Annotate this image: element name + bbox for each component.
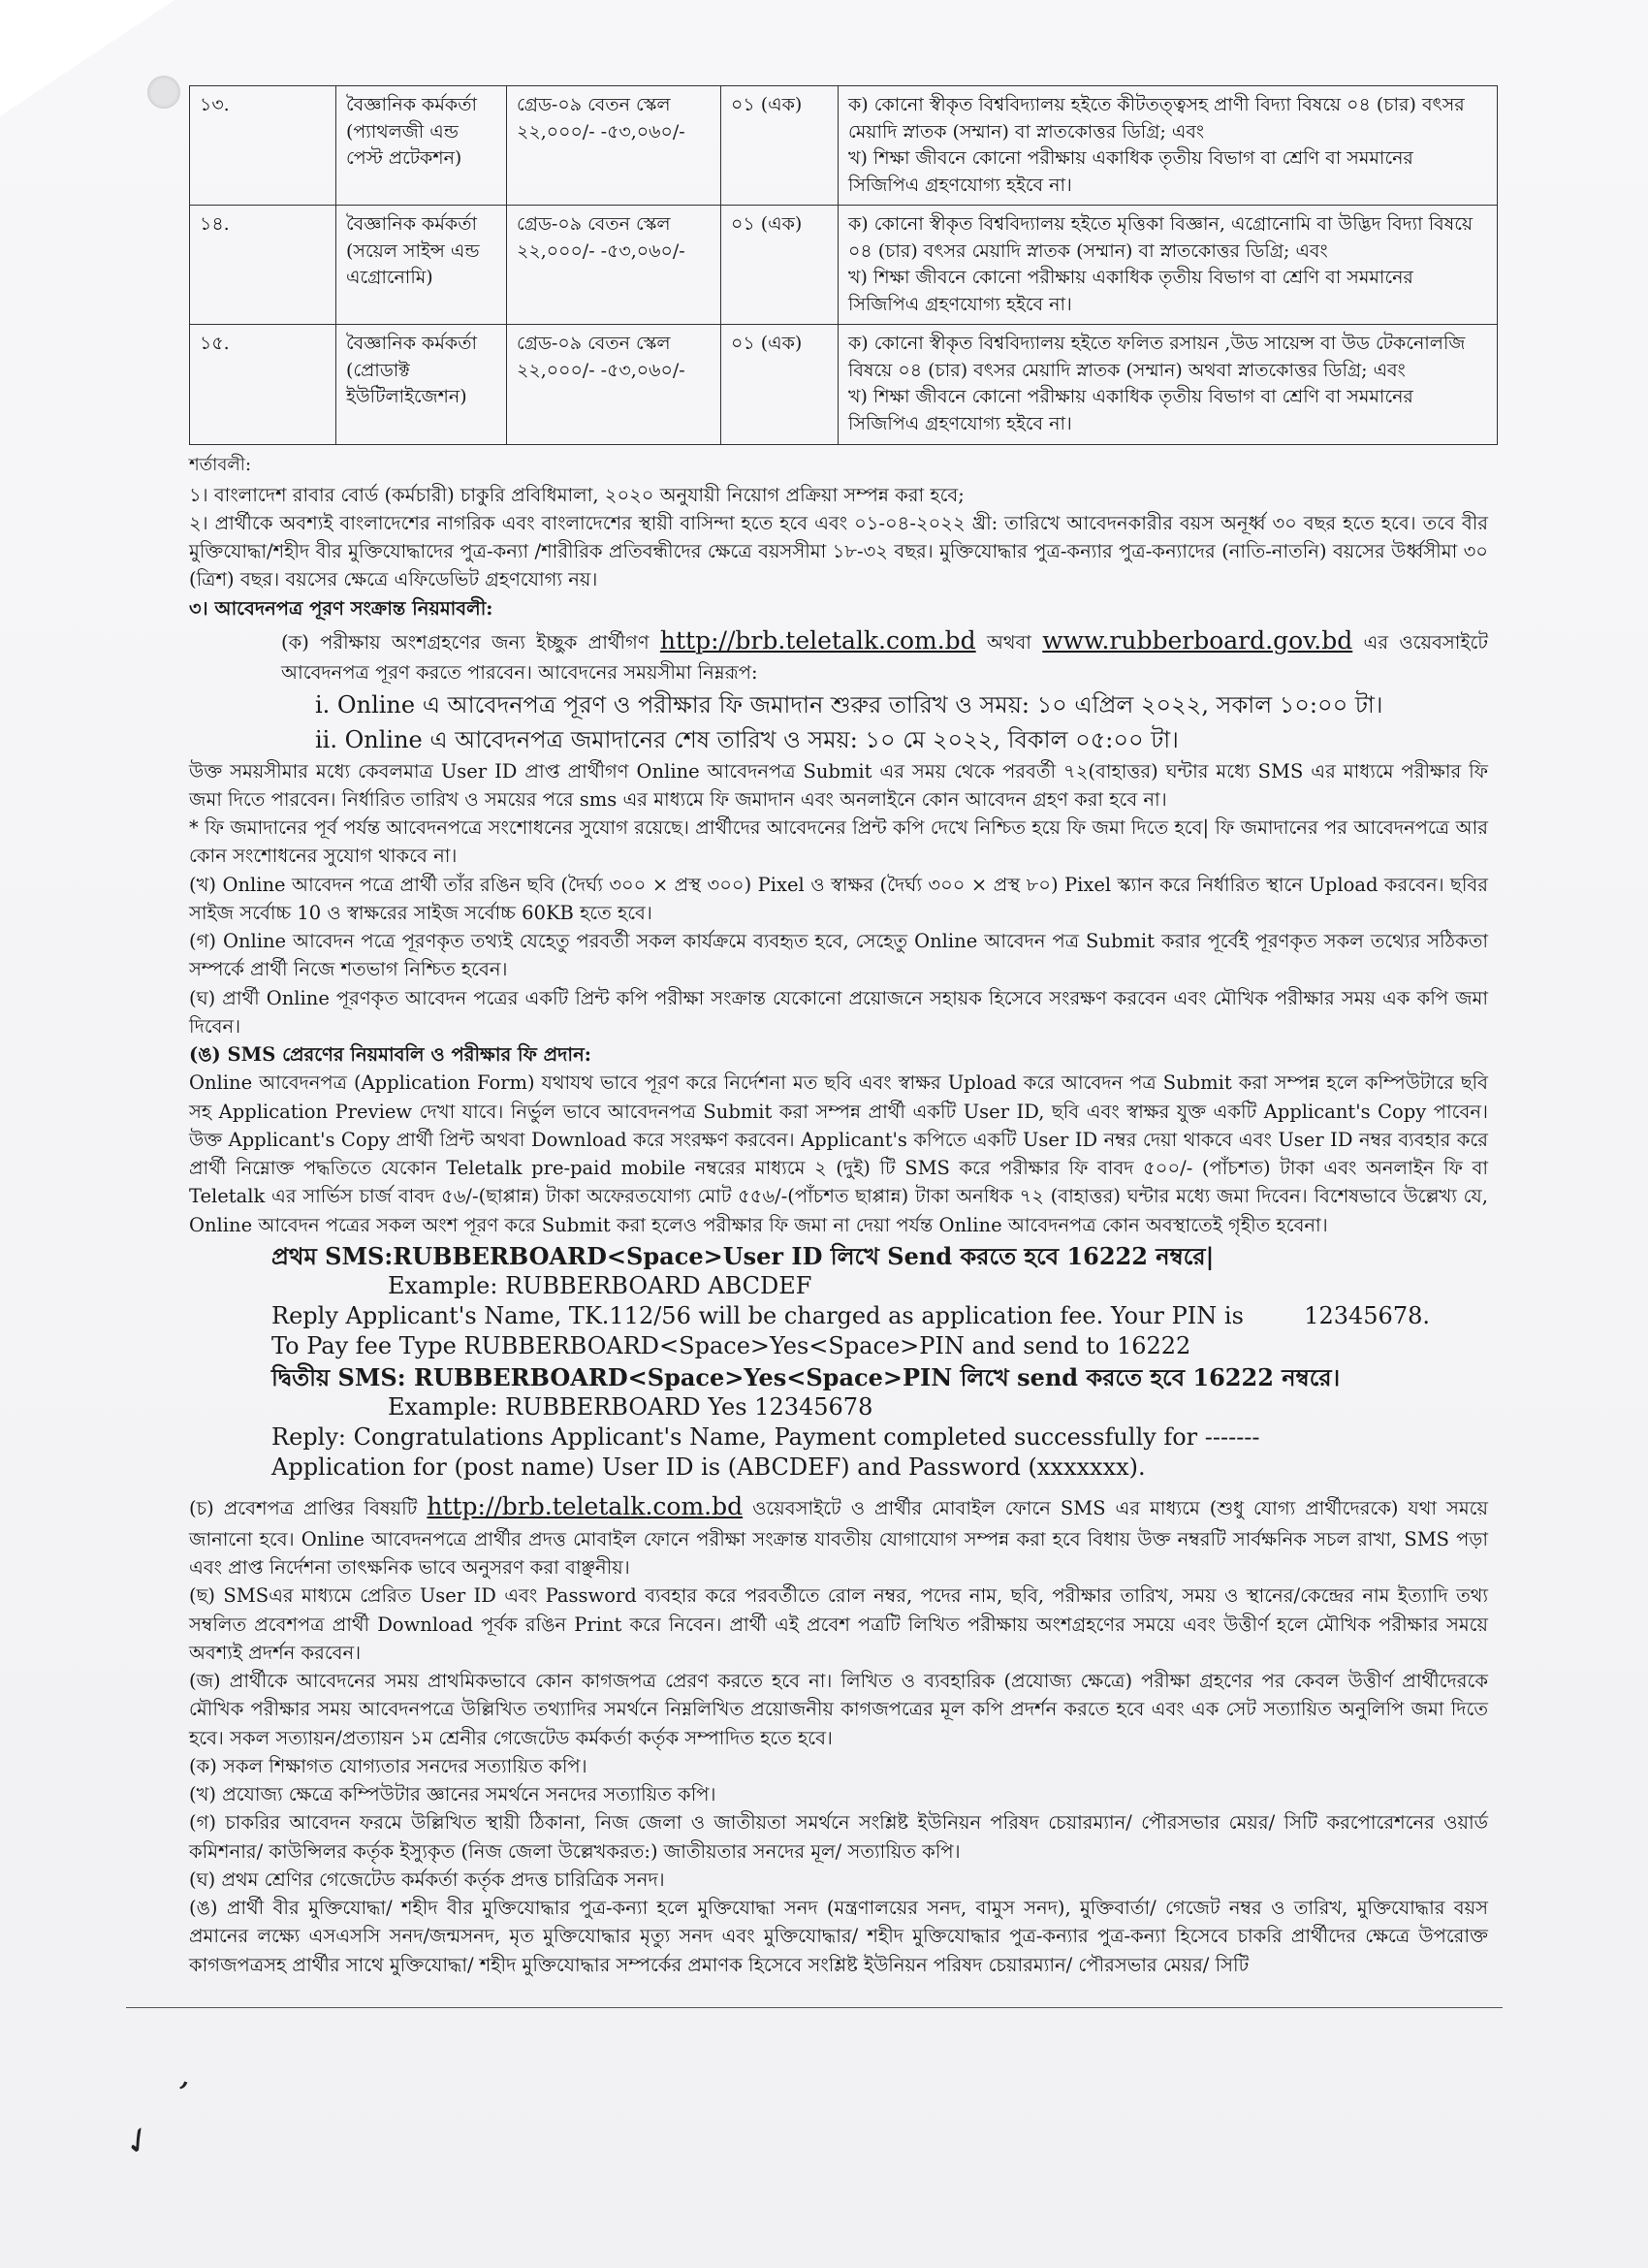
pen-mark: ’ (168, 2074, 193, 2116)
first-reply-text: Reply Applicant's Name, TK.112/56 will be charged as application fee. Your PIN is (271, 1302, 1244, 1330)
admit-item-cha (189, 1488, 1488, 1581)
apply-item-ka (189, 623, 1488, 687)
serial-cell: ১৩. (190, 86, 336, 206)
second-sms-reply: Reply: Congratulations Applicant's Name, Payment completed successfully for ------- (271, 1422, 1260, 1451)
table-row (190, 206, 1498, 325)
condition-2: ২। প্রার্থীকে অবশ্যই বাংলাদেশের নাগরিক এবং বাংলাদেশের স্থায়ী বাসিন্দা হতে হবে এবং ০১-০৪-২০২২ খ্রী: তারিখে আবেদনকারীর বয়স অনূর্ধ্ব ৩০ বছর হতে হবে। তবে বীর মুক্তিযোদ্ধা/শহীদ বীর মুক্তিযোদ্ধাদের পুত্র-কন্যা /শারীরিক প্রতিবন্ধীদের ক্ষেত্রে বয়সসীমা ১৮-৩২ বছর। মুক্তিযোদ্ধার পুত্র-কন্যার পুত্র-কন্যাদের (নাতি-নাতনি) বয়সের উর্ধ্বসীমা ৩০ (ত্রিশ) বছর। বয়সের ক্ষেত্রে এফিডেভিট গ্রহণযোগ্য নয়। (189, 511, 1488, 591)
serial-cell: ১৪. (190, 206, 336, 325)
document-item-uma: (ঙ) প্রার্থী বীর মুক্তিযোদ্ধা/ শহীদ বীর মুক্তিযোদ্ধার পুত্র-কন্যা হলে মুক্তিযোদ্ধা সনদ (মন্ত্রণালয়ের সনদ, বামুস সনদ), মুক্তিবার্তা/ গেজেট নম্বর ও তারিখ, মুক্তিযোদ্ধার বয়স প্রমানের লক্ষ্যে এসএসসি সনদ/জন্মসনদ, মৃত মুক্তিযোদ্ধার মৃত্যু সনদ এবং মুক্তিযোদ্ধার/ শহীদ মুক্তিযোদ্ধার পুত্র-কন্যার পুত্র-কন্যা হিসেবে চাকরি প্রার্থীদের ক্ষেত্রে উপরোক্ত কাগজপত্রসহ প্রার্থীর সাথে মুক্তিযোদ্ধা/ শহীদ মুক্তিযোদ্ধার সম্পর্কের প্রমাণক হিসেবে সংশ্লিষ্ট ইউনিয়ন পরিষদ চেয়ারম্যান/ পৌরসভার মেয়র/ সিটি (189, 1897, 1488, 1976)
teletalk-link[interactable]: http://brb.teletalk.com.bd (659, 625, 976, 655)
admit-teletalk-link[interactable]: http://brb.teletalk.com.bd (427, 1492, 744, 1521)
sms-rules-body: Online আবেদনপত্র (Application Form) যথাযথ ভাবে পূরণ করে নির্দেশনা মত ছবি এবং স্বাক্ষর Upload করে আবেদন পত্র Submit করা সম্পন্ন হলে কম্পিউটারে ছবি সহ Application Preview দেখা যাবে। নির্ভুল ভাবে আবেদনপত্র Submit করা সম্পন্ন প্রার্থী একটি User ID, ছবি এবং স্বাক্ষর যুক্ত একটি Applicant's Copy পাবেন। উক্ত Applicant's Copy প্রার্থী প্রিন্ট অথবা Download করে সংরক্ষণ করবেন। Applicant's কপিতে একটি User ID নম্বর দেয়া থাকবে এবং User ID নম্বর ব্যবহার করে প্রার্থী নিম্নোক্ত পদ্ধতিতে যেকোন Teletalk pre-paid mobile নম্বরের মাধ্যমে ২ (দুই) টি SMS করে পরীক্ষার ফি বাবদ ৫০০/- (পাঁচশত) টাকা এবং অনলাইন ফি বা Teletalk এর সার্ভিস চার্জ বাবদ ৫৬/-(ছাপ্পান্ন) টাকা অফেরতযোগ্য মোট ৫৫৬/-(পাঁচশত ছাপ্পান্ন) টাকা অনধিক ৭২ (বাহাত্তর) ঘন্টার মধ্যে জমা দিবেন। বিশেষভাবে উল্লেখ্য যে, Online আবেদন পত্রের সকল অংশ পূরণ করে Submit করা হলেও পরীক্ষার ফি জমা না দেয়া পর্যন্ত Online আবেদনপত্র কোন অবস্থাতেই গৃহীত হবেনা। (189, 1071, 1488, 1236)
grade-cell: গ্রেড-০৯ বেতন স্কেল ২২,০০০/- -৫৩,০৬০/- (507, 206, 721, 325)
grade-cell: গ্রেড-০৯ বেতন স্কেল ২২,০০০/- -৫৩,০৬০/- (507, 325, 721, 444)
qualification-cell (839, 86, 1498, 206)
footer-rule (126, 2007, 1503, 2008)
punch-hole (147, 76, 180, 109)
start-date-line: i. Online এ আবেদনপত্র পূরণ ও পরীক্ষার ফি জমাদান শুরুর তারিখ ও সময়: ১০ এপ্রিল ২০২২, সকাল ১০:০০ টা। (315, 690, 1383, 719)
qualification-a: ক) কোনো স্বীকৃত বিশ্ববিদ্যালয় হইতে কীটতত্ত্বসহ প্রাণী বিদ্যা বিষয়ে ০৪ (চার) বৎসর মেয়াদি স্নাতক (সম্মান) বা স্নাতকোত্তর ডিগ্রি; এবং (848, 94, 1465, 143)
second-sms-example: Example: RUBBERBOARD Yes 12345678 (388, 1392, 873, 1421)
post-name-cell: বৈজ্ঞানিক কর্মকর্তা (সয়েল সাইন্স এন্ড এগ্রোনোমি) (336, 206, 507, 325)
correction-note: * ফি জমাদানের পূর্ব পর্যন্ত আবেদনপত্রে সংশোধনের সুযোগ রয়েছে। প্রার্থীদের আবেদনের প্রিন্ট কপি দেখে নিশ্চিত হয়ে ফি জমা দিতে হবে| ফি জমাদানের পর আবেদনপত্রে আর কোন সংশোধনের সুযোগ থাকবে না। (189, 816, 1488, 868)
apply-ka-intro: (ক) পরীক্ষায় অংশগ্রহণের জন্য ইচ্ছুক প্রার্থীগণ (281, 630, 650, 654)
qualification-a: ক) কোনো স্বীকৃত বিশ্ববিদ্যালয় হইতে মৃত্তিকা বিজ্ঞান, এগ্রোনোমি বা উদ্ভিদ বিদ্যা বিষয়ে ০৪ (চার) বৎসর মেয়াদি স্নাতক (সম্মান) বা স্নাতকোত্তর ডিগ্রি; এবং (848, 213, 1474, 262)
first-sms: প্রথম SMS:RUBBERBOARD<Space>User ID লিখে Send করতে হবে 16222 নম্বরে| (271, 1241, 1215, 1270)
apply-ka-rest: এর ওয়েবসাইটে আবেদনপত্র পূরণ করতে পারবেন। আবেদনের সময়সীমা নিম্নরূপ: (281, 630, 1489, 685)
serial-cell: ১৫. (190, 325, 336, 444)
condition-3-heading: ৩। আবেদনপত্র পূরণ সংক্রান্ত নিয়মাবলী: (189, 596, 493, 620)
end-date-line: ii. Online এ আবেদনপত্র জমাদানের শেষ তারিখ ও সময়: ১০ মে ২০২২, বিকাল ০৫:০০ টা। (315, 725, 1179, 753)
document-item-kha: (খ) প্রযোজ্য ক্ষেত্রে কম্পিউটার জ্ঞানের সমর্থনে সনদের সত্যায়িত কপি। (189, 1783, 716, 1806)
sms-instructions (271, 1241, 1488, 1484)
tick-mark: ✓ (115, 2117, 162, 2166)
second-sms-reply-cont: Application for (post name) User ID is (ABCDEF) and Password (xxxxxxx). (271, 1453, 1146, 1482)
document-item-ga: (গ) চাকরির আবেদন ফরমে উল্লিখিত স্থায়ী ঠিকানা, নিজ জেলা ও জাতীয়তা সমর্থনে সংশ্লিষ্ট ইউনিয়ন পরিষদ চেয়ারম্যান/ পৌরসভার মেয়র/ সিটি করপোরেশনের ওয়ার্ড কমিশনার/ কাউন্সিলর কর্তৃক ইস্যুকৃত (নিজ জেলা উল্লেখকরত:) জাতীয়তার সনদের মূল/ সত্যায়িত কপি। (189, 1811, 1488, 1863)
apply-item-kha: (খ) Online আবেদন পত্রে প্রার্থী তাঁর রঙিন ছবি (দৈর্ঘ্য ৩০০ × প্রস্থ ৩০০) Pixel ও স্বাক্ষর (দৈর্ঘ্য ৩০০ × প্রস্থ ৮০) Pixel স্ক্যান করে নির্ধারিত স্থানে Upload করবেন। ছবির সাইজ সর্বোচ্চ 10 ও স্বাক্ষরের সাইজ সর্বোচ্চ 60KB হতে হবে। (189, 873, 1488, 924)
admit-cha-rest: ওয়েবসাইটে ও প্রার্থীর মোবাইল ফোনে SMS এর মাধ্যমে (শুধু যোগ্য প্রার্থীদেরকে) যথা সময়ে জানানো হবে। Online আবেদনপত্রে প্রার্থীর প্রদত্ত মোবাইল ফোনে পরীক্ষা সংক্রান্ত যাবতীয় যোগাযোগ সম্পন্ন করা হবে বিধায় উক্ত নম্বরটি সার্বক্ষনিক সচল রাখা, SMS পড়া এবং প্রাপ্ত নির্দেশনা তাৎক্ষনিক ভাবে অনুসরণ করা বাঞ্ছনীয়। (189, 1497, 1488, 1580)
vacancy-count-cell: ০১ (এক) (721, 86, 839, 206)
vacancy-count-cell: ০১ (এক) (721, 325, 839, 444)
pin-value: 12345678. (1304, 1302, 1430, 1330)
admit-cha-intro: (চ) প্রবেশপত্র প্রাপ্তির বিষয়টি (189, 1497, 418, 1520)
document-item-gha: (ঘ) প্রথম শ্রেণির গেজেটেড কর্মকর্তা কর্তৃক প্রদত্ত চারিত্রিক সনদ। (189, 1868, 665, 1891)
grade-cell: গ্রেড-০৯ বেতন স্কেল ২২,০০০/- -৫৩,০৬০/- (507, 86, 721, 206)
condition-1: ১। বাংলাদেশ রাবার বোর্ড (কর্মচারী) চাকুরি প্রবিধিমালা, ২০২০ অনুযায়ী নিয়োগ প্রক্রিয়া সম্পন্ন করা হবে; (189, 483, 965, 506)
admit-item-ja: (জ) প্রার্থীকে আবেদনের সময় প্রাথমিকভাবে কোন কাগজপত্র প্রেরণ করতে হবে না। লিখিত ও ব্যবহারিক (প্রযোজ্য ক্ষেত্রে) পরীক্ষা গ্রহণের পর কেবল উত্তীর্ণ প্রার্থীদেরকে মৌখিক পরীক্ষার সময় আবেদনপত্রে উল্লিখিত তথ্যাদির সমর্থনে নিম্নলিখিত প্রয়োজনীয় কাগজপত্রের মূল কপি প্রদর্শন করতে হবে এবং এক সেট সত্যায়িত অনুলিপি জমা দিতে হবে। সকল সত্যায়ন/প্রত্যায়ন ১ম শ্রেনীর গেজেটেড কর্মকর্তা কর্তৃক সম্পাদিত হতে হবে। (189, 1670, 1488, 1749)
second-sms: দ্বিতীয় SMS: RUBBERBOARD<Space>Yes<Space>PIN লিখে send করতে হবে 16222 নম্বরে। (271, 1362, 1341, 1391)
vacancy-count-cell: ০১ (এক) (721, 206, 839, 325)
first-reply-pay: To Pay fee Type RUBBERBOARD<Space>Yes<Space>PIN and send to 16222 (271, 1332, 1191, 1360)
sms-window-text: উক্ত সময়সীমার মধ্যে কেবলমাত্র User ID প্রাপ্ত প্রার্থীগণ Online আবেদনপত্র Submit এর সময় থেকে পরবর্তী ৭২(বাহাত্তর) ঘন্টার মধ্যে SMS এর মাধ্যমে পরীক্ষার ফি জমা দিতে পারবেন। নির্ধারিত তারিখ ও সময়ের পরে sms এর মাধ্যমে ফি জমাদান এবং অনলাইনে কোন আবেদন গ্রহণ করা হবে না। (189, 759, 1488, 811)
post-name-cell: বৈজ্ঞানিক কর্মকর্তা (প্যাথলজী এন্ড পেস্ট প্রটেকশন) (336, 86, 507, 206)
or-text: অথবা (986, 630, 1031, 654)
conditions-heading: শর্তাবলী: (189, 454, 252, 475)
first-sms-example: Example: RUBBERBOARD ABCDEF (388, 1272, 812, 1299)
sms-rules-heading: (ঙ) SMS প্রেরণের নিয়মাবলি ও পরীক্ষার ফি প্রদান: (189, 1043, 591, 1067)
apply-item-ga: (গ) Online আবেদন পত্রে পূরণকৃত তথ্যই যেহেতু পরবর্তী সকল কার্যক্রমে ব্যবহৃত হবে, সেহেতু Online আবেদন পত্র Submit করার পূর্বেই পূরণকৃত সকল তথ্যের সঠিকতা সম্পর্কে প্রার্থী নিজে শতভাগ নিশ্চিত হবেন। (189, 930, 1488, 981)
posts-table (189, 85, 1498, 445)
qualification-a: ক) কোনো স্বীকৃত বিশ্ববিদ্যালয় হইতে ফলিত রসায়ন ,উড সায়েন্স বা উড টেকনোলজি বিষয়ে ০৪ (চার) বৎসর মেয়াদি স্নাতক (সম্মান) অথবা স্নাতকোত্তর ডিগ্রি; এবং (848, 333, 1466, 381)
admit-item-chha: (ছ) SMSএর মাধ্যমে প্রেরিত User ID এবং Password ব্যবহার করে পরবর্তীতে রোল নম্বর, পদের নাম, ছবি, পরীক্ষার তারিখ, সময় ও স্থানের/কেন্দ্রের নাম ইত্যাদি তথ্য সম্বলিত প্রবেশপত্র প্রার্থী Download পূর্বক রঙিন Print করে নিবেন। প্রার্থী এই প্রবেশ পত্রটি লিখিত পরীক্ষায় অংশগ্রহণের সময়ে এবং উত্তীর্ণ হলে মৌখিক পরীক্ষার সময়ে অবশ্যই প্রদর্শন করবেন। (189, 1584, 1488, 1664)
post-name-cell: বৈজ্ঞানিক কর্মকর্তা (প্রোডাক্ট ইউটিলাইজেশন) (336, 325, 507, 444)
document-item-ka: (ক) সকল শিক্ষাগত যোগ্যতার সনদের সত্যায়িত কপি। (189, 1754, 587, 1777)
table-row (190, 86, 1498, 206)
qualification-b: খ) শিক্ষা জীবনে কোনো পরীক্ষায় একাধিক তৃতীয় বিভাগ বা শ্রেণি বা সমমানের সিজিপিএ গ্রহণযোগ্য হইবে না। (848, 386, 1413, 435)
table-row (190, 325, 1498, 444)
qualification-cell (839, 325, 1498, 444)
page-content (189, 85, 1488, 1979)
first-sms-reply (271, 1301, 1488, 1331)
apply-item-gha: (ঘ) প্রার্থী Online পূরণকৃত আবেদন পত্রের একটি প্রিন্ট কপি পরীক্ষা সংক্রান্ত যেকোনো প্রয়োজনে সহায়ক হিসেবে সংরক্ষণ করবেন এবং মৌখিক পরীক্ষার সময় এক কপি জমা দিবেন। (189, 986, 1488, 1038)
qualification-cell (839, 206, 1498, 325)
qualification-b: খ) শিক্ষা জীবনে কোনো পরীক্ষায় একাধিক তৃতীয় বিভাগ বা শ্রেণি বা সমমানের সিজিপিএ গ্রহণযোগ্য হইবে না। (848, 267, 1413, 315)
qualification-b: খ) শিক্ষা জীবনে কোনো পরীক্ষায় একাধিক তৃতীয় বিভাগ বা শ্রেণি বা সমমানের সিজিপিএ গ্রহণযোগ্য হইবে না। (848, 147, 1413, 196)
rubberboard-link[interactable]: www.rubberboard.gov.bd (1042, 625, 1353, 655)
